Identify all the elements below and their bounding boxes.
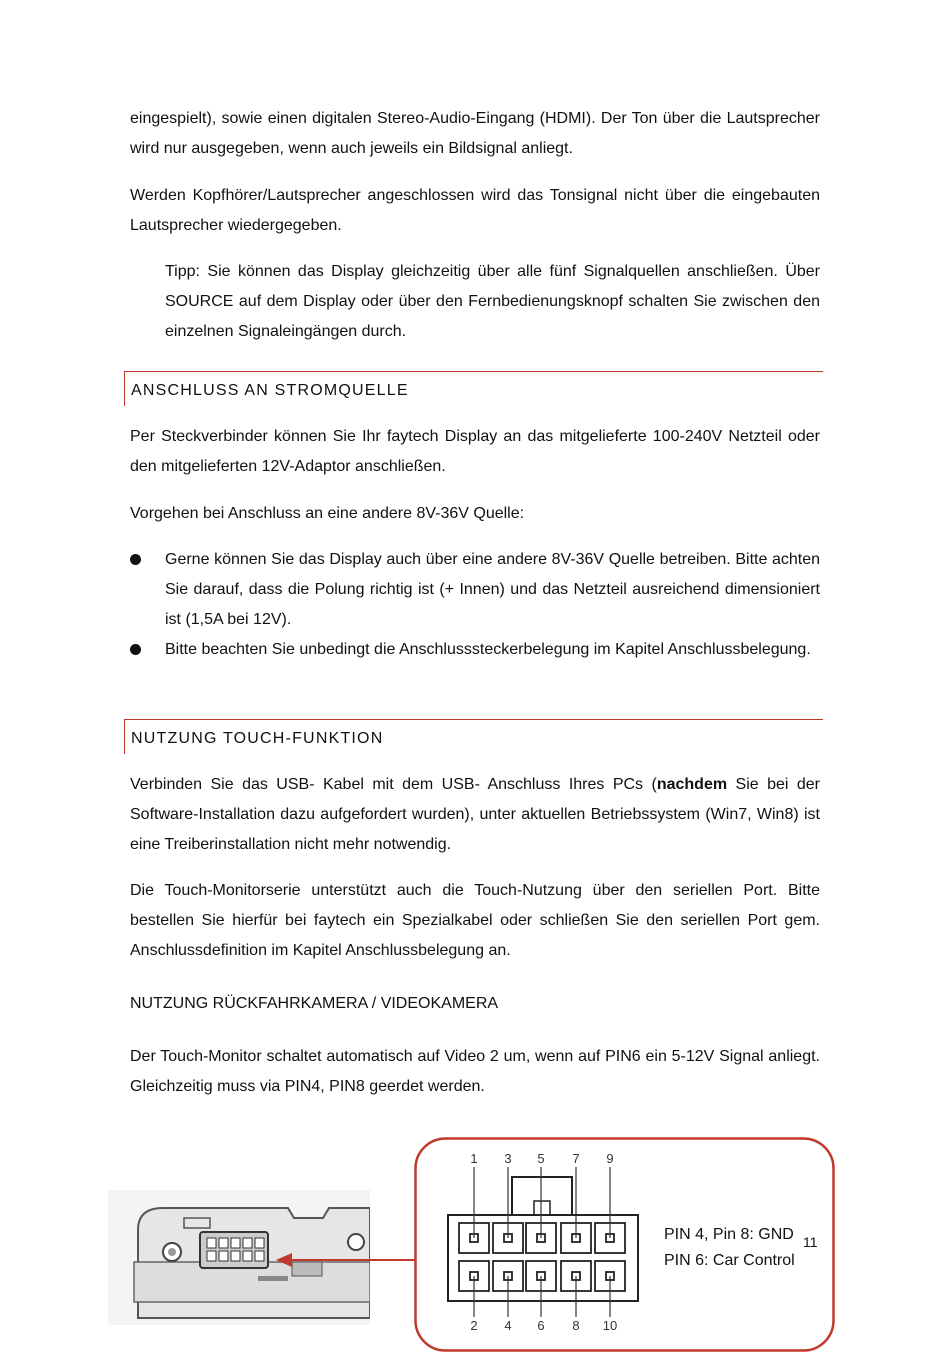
bullet-text: Bitte beachten Sie unbedingt die Anschlusssteckerbelegung im Kapitel Anschlussbelegung. <box>165 641 811 658</box>
pin-label-car-control: PIN 6: Car Control <box>664 1252 795 1269</box>
pin-number-bottom: 8 <box>572 1318 580 1333</box>
pin-number-bottom: 10 <box>602 1318 618 1333</box>
camera-paragraph: Der Touch-Monitor schaltet automatisch auf Video 2 um, wenn auf PIN6 ein 5-12V Signal anliegt. Gleichzeitig muss via PIN4, PIN8 geerdet werden. <box>130 1048 820 1095</box>
touch-paragraph-1 <box>130 770 820 860</box>
power-paragraph-2: Vorgehen bei Anschluss an eine andere 8V-36V Quelle: <box>130 505 525 522</box>
bullet-dot-icon <box>130 554 141 565</box>
pointer-arrow-icon <box>276 1250 418 1270</box>
page-number: 11 <box>803 1234 818 1250</box>
pin-number-top: 5 <box>537 1151 545 1166</box>
bullet-dot-icon <box>130 644 141 655</box>
pin-number-bottom: 2 <box>470 1318 478 1333</box>
pin-number-bottom: 4 <box>504 1318 512 1333</box>
section-heading-power-text: ANSCHLUSS AN STROMQUELLE <box>131 382 409 399</box>
pin-number-top: 1 <box>470 1151 478 1166</box>
touch-text-bold: nachdem <box>656 776 728 793</box>
tip-paragraph: Tipp: Sie können das Display gleichzeitig über alle fünf Signalquellen anschließen. Über SOURCE auf dem Display oder über den Fernbedienungsknopf schalten Sie zwischen den einzelnen Signaleingängen durch. <box>165 263 820 340</box>
section-heading-power <box>124 371 823 406</box>
pin-number-top: 7 <box>572 1151 580 1166</box>
pin-label-gnd: PIN 4, Pin 8: GND <box>664 1226 794 1243</box>
bullet-text: Gerne können Sie das Display auch über eine andere 8V-36V Quelle betreiben. Bitte achten Sie darauf, dass die Polung richtig ist (+ Innen) und das Netzteil ausreichend dimensioniert ist (1,5A bei 12V). <box>165 551 820 628</box>
section-heading-touch <box>124 719 823 754</box>
pin-number-bottom: 6 <box>537 1318 545 1333</box>
touch-paragraph-2: Die Touch-Monitorserie unterstützt auch die Touch-Nutzung über den seriellen Port. Bitte bestellen Sie hierfür bei faytech ein Spezialkabel oder schließen Sie den seriellen Port gem. Anschlussdefinition im Kapitel Anschlussbelegung an. <box>130 882 820 959</box>
section-heading-touch-text: NUTZUNG TOUCH-FUNKTION <box>131 730 384 747</box>
pin-number-top: 9 <box>606 1151 614 1166</box>
intro-paragraph-2: Werden Kopfhörer/Lautsprecher angeschlossen wird das Tonsignal nicht über die eingebauten Lautsprecher wiedergegeben. <box>130 187 820 234</box>
touch-text-part: Verbinden Sie das USB- Kabel mit dem USB- Anschluss Ihres PCs ( <box>130 776 657 793</box>
intro-paragraph-1: eingespielt), sowie einen digitalen Stereo-Audio-Eingang (HDMI). Der Ton über die Lautsprecher wird nur ausgegeben, wenn auch jeweils ein Bildsignal anliegt. <box>130 110 820 157</box>
section-heading-camera: NUTZUNG RÜCKFAHRKAMERA / VIDEOKAMERA <box>130 995 499 1012</box>
power-paragraph-1: Per Steckverbinder können Sie Ihr faytech Display an das mitgelieferte 100-240V Netzteil oder den mitgelieferten 12V-Adaptor anschließen. <box>130 428 820 475</box>
touch-text-part: Sie bei der Software-Installation dazu aufgefordert wurden), unter aktuellen Betriebssystem (Win7, Win8) ist eine Treiberinstallation nicht mehr notwendig. <box>130 776 821 853</box>
pin-number-top: 3 <box>504 1151 512 1166</box>
